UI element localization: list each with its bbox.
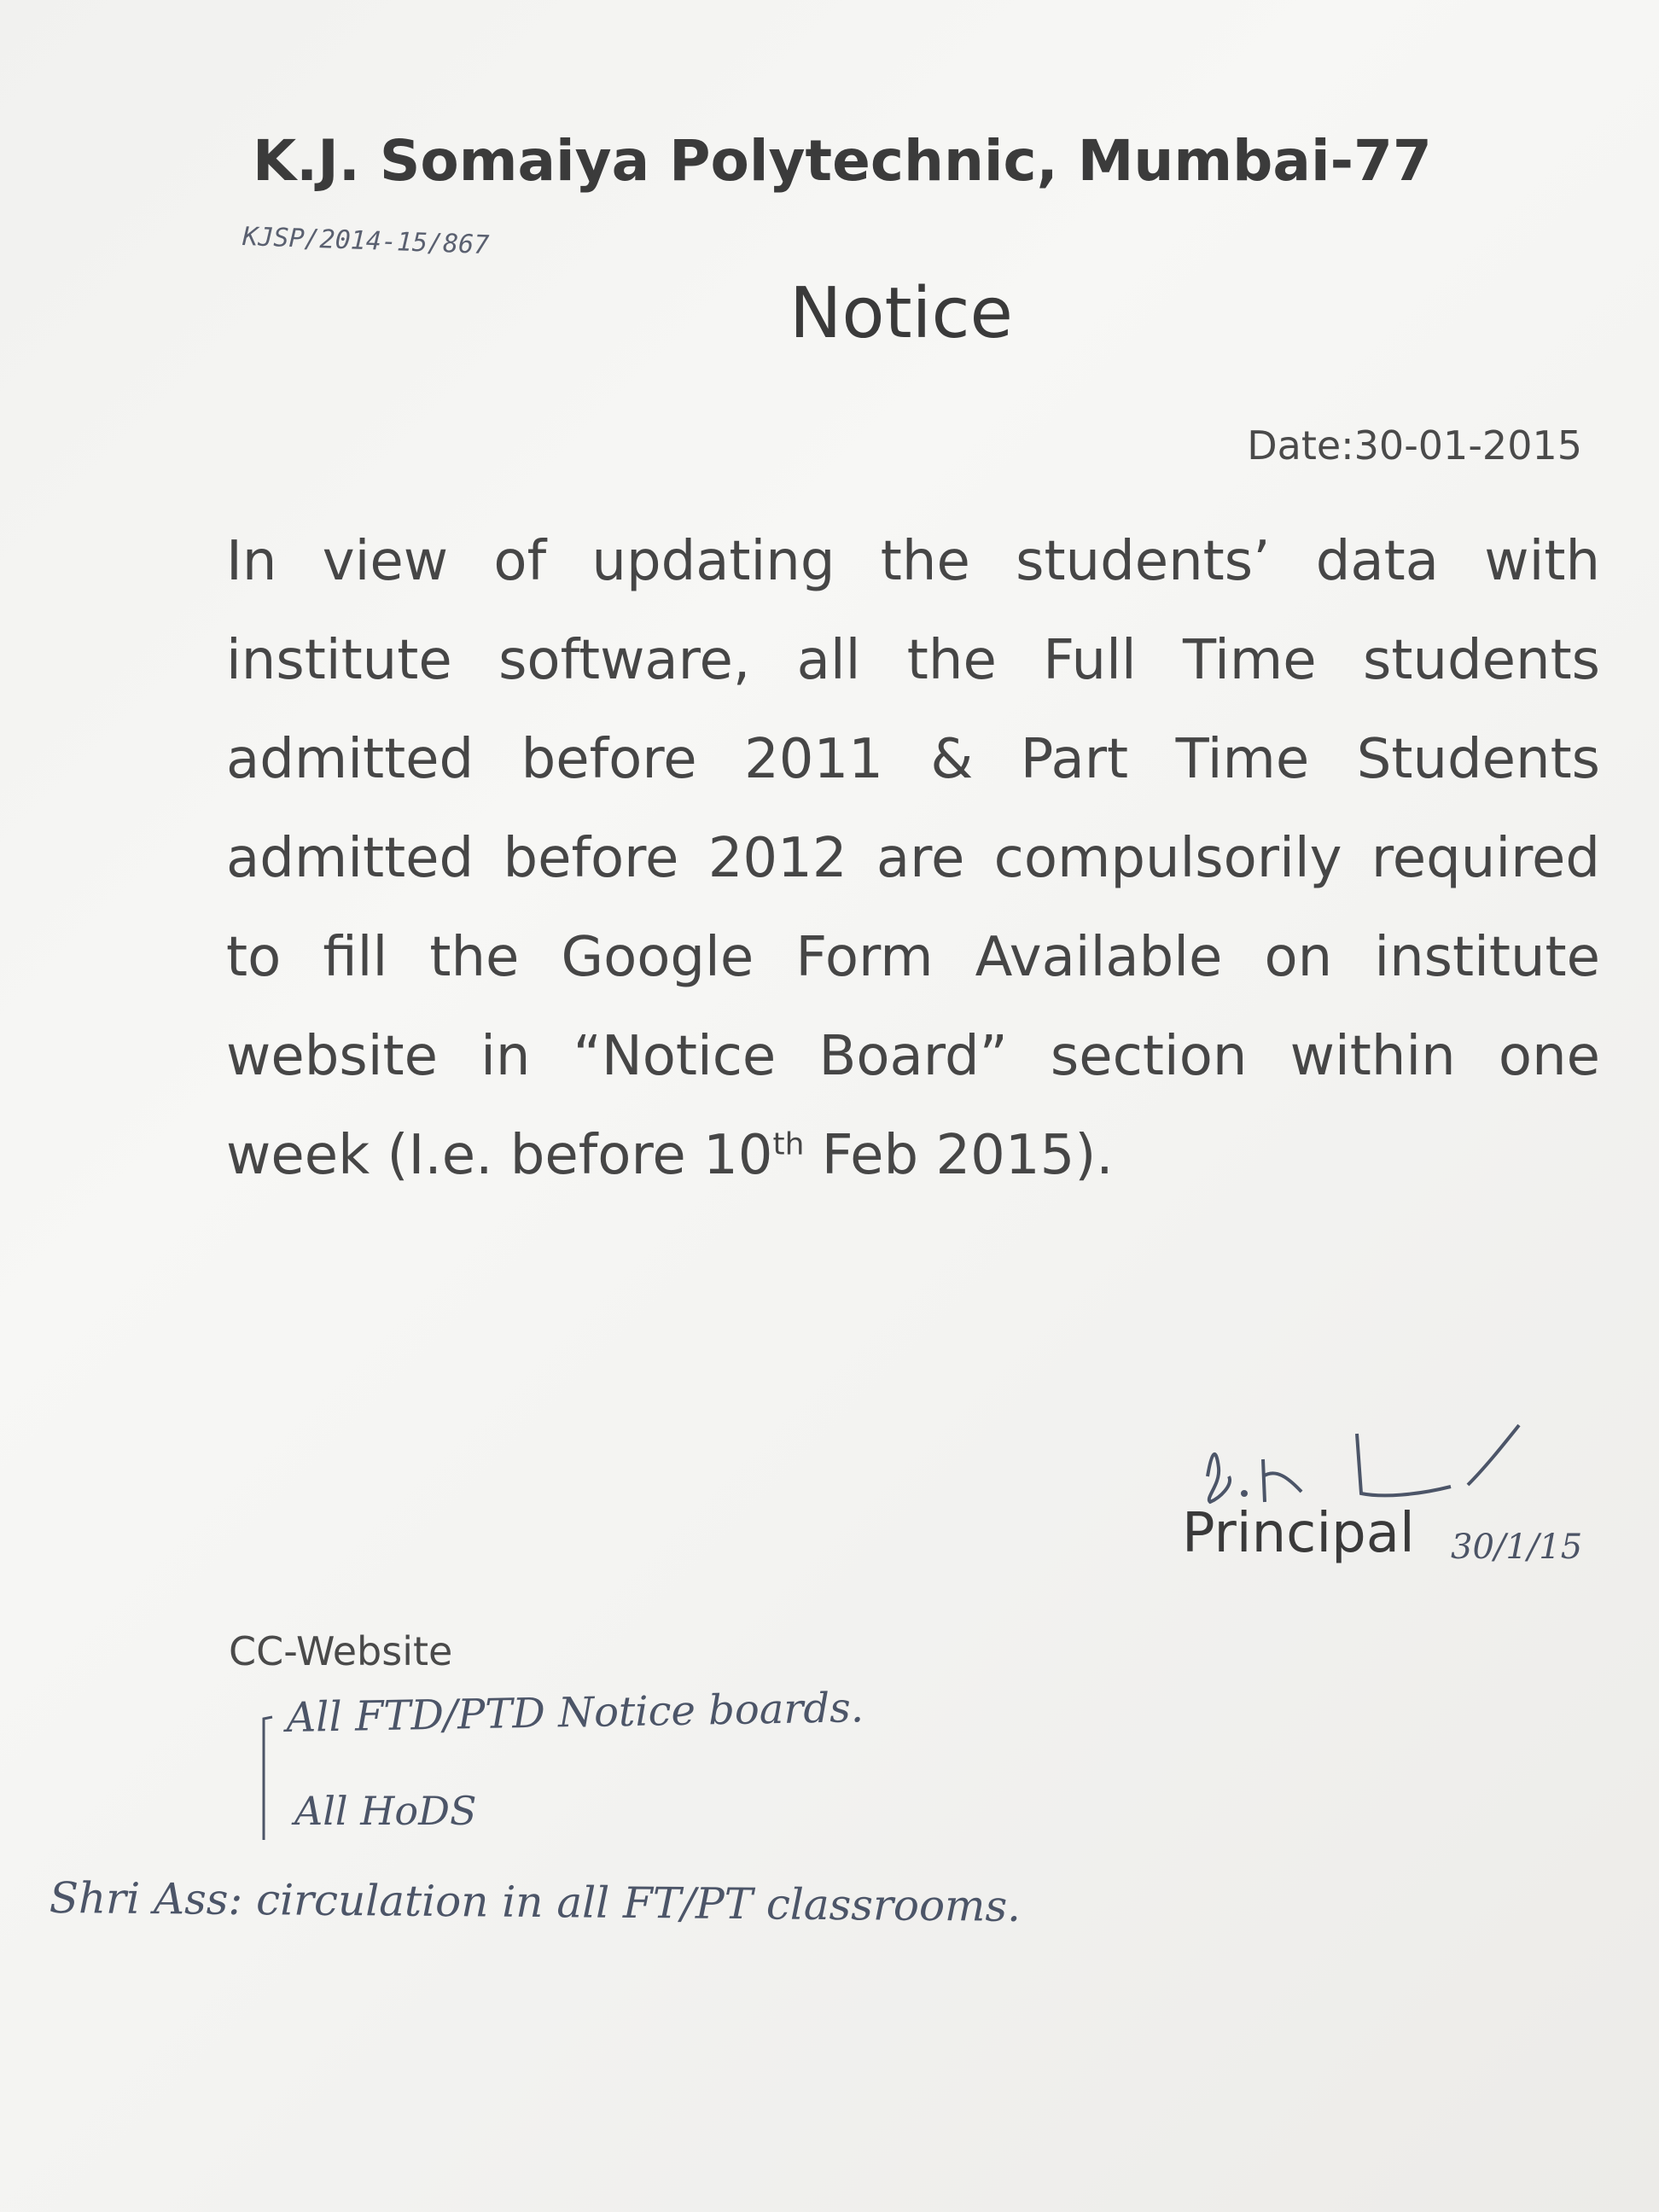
notice-title: Notice [789, 273, 1013, 354]
notice-body [226, 512, 1600, 1205]
notice-body-end: Feb 2015). [804, 1124, 1114, 1187]
principal-label: Principal [1182, 1502, 1415, 1565]
cc-handwritten-circulation: Shri Ass: circulation in all FT/PT classrooms. [49, 1873, 1022, 1931]
institute-name: K.J. Somaiya Polytechnic, Mumbai-77 [253, 128, 1432, 194]
cc-handwritten-hods: All HoDS [294, 1788, 477, 1834]
notice-body-main: In view of updating the students’ data with institute software, all the Full Time students admitted before 2011 & Part Time Students admitted before 2012 are compulsorily required to fill the Google Form Available on institute website in “Notice Board” section within one week (I.e. before 10 [226, 530, 1600, 1187]
cc-bracket [260, 1715, 274, 1843]
cc-handwritten-notice-boards: All FTD/PTD Notice boards. [286, 1684, 864, 1742]
notice-date: Date:30-01-2015 [1247, 422, 1582, 469]
cc-label: CC-Website [229, 1628, 453, 1674]
reference-number-handwritten: KJSP/2014-15/867 [242, 222, 490, 261]
notice-body-superscript: th [772, 1126, 805, 1162]
principal-date-handwritten: 30/1/15 [1451, 1528, 1583, 1567]
